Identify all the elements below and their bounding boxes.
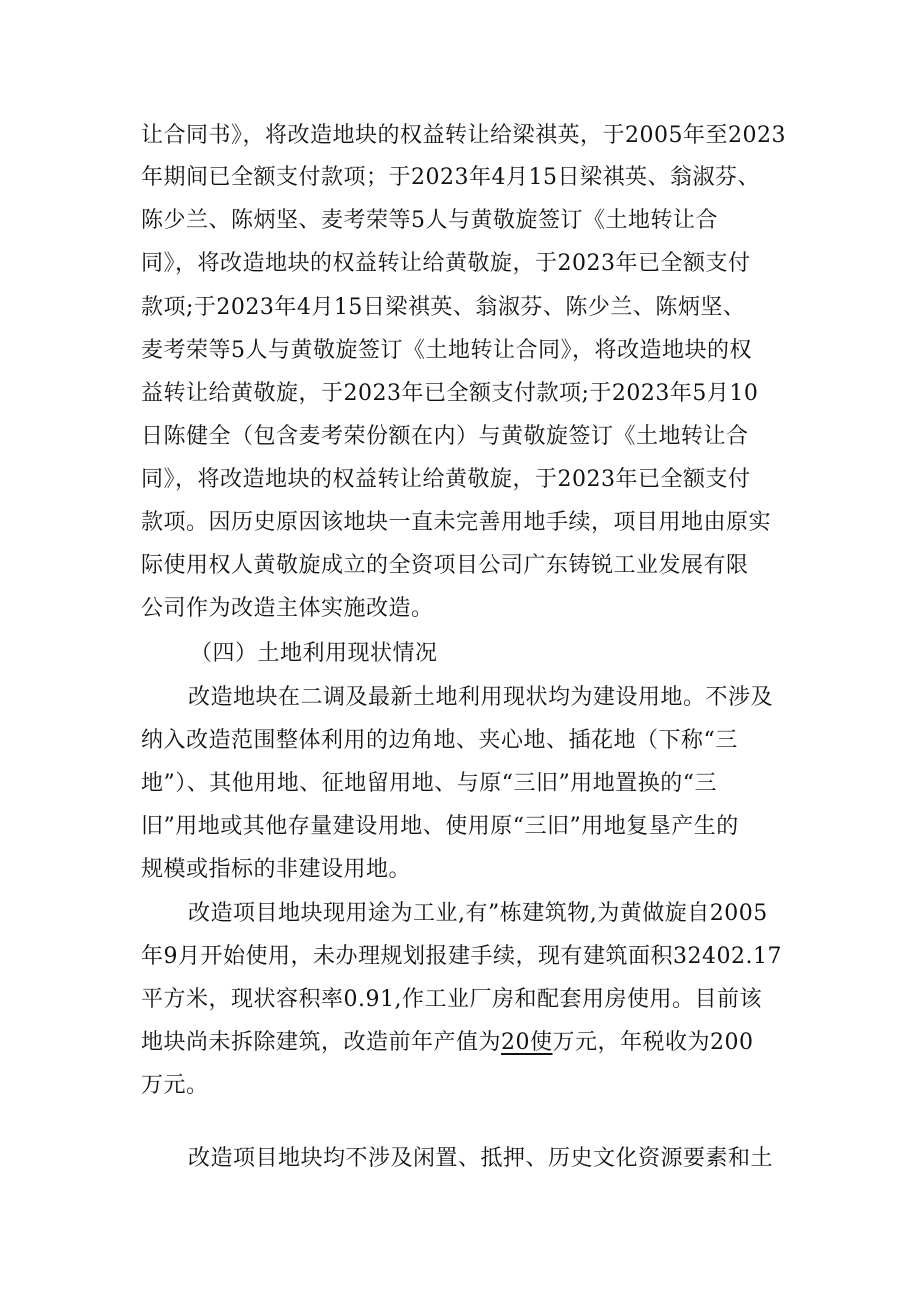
paragraph-line: 旧”用地或其他存量建设用地、使用原“三旧”用地复垦产生的 (141, 814, 739, 839)
line-segment: 地块尚未拆除建筑，改造前年产值为 (141, 1030, 502, 1055)
paragraph-line: 规模或指标的非建设用地。 (141, 857, 412, 882)
line-segment: 万元，年税收为200 (552, 1030, 754, 1055)
paragraph-line: 款项。因历史原因该地块一直未完善用地手续，项目用地由原实 (141, 510, 772, 535)
paragraph-line: 年期间已全额支付款项；于2023年4月15日梁祺英、翁淑芬、 (141, 165, 760, 190)
paragraph-line: 改造项目地块现用途为工业,有”栋建筑物,为黄做旋自2005 (188, 901, 768, 926)
paragraph-line: 平方米，现状容积率0.91,作工业厂房和配套用房使用。目前该 (141, 987, 762, 1012)
paragraph-line: 地”）、其他用地、征地留用地、与原“三旧”用地置换的“三 (141, 771, 717, 796)
paragraph-line (141, 1025, 791, 1061)
section-heading: （四）土地利用现状情况 (190, 641, 438, 666)
paragraph-line: 麦考荣等5人与黄敬旋签订《土地转让合同》，将改造地块的权 (141, 338, 752, 363)
paragraph-line: 万元。 (141, 1073, 209, 1098)
paragraph-line: 纳入改造范围整体利用的边角地、夹心地、插花地（下称“三 (141, 728, 738, 753)
paragraph-line: 让合同书》，将改造地块的权益转让给梁祺英，于2005年至2023 (141, 123, 786, 148)
paragraph-line: 改造项目地块均不涉及闲置、抵押、历史文化资源要素和土 (188, 1146, 774, 1171)
paragraph-line: 际使用权人黄敬旋成立的全资项目公司广东铸锐工业发展有限 (141, 553, 749, 578)
paragraph-line: 公司作为改造主体实施改造。 (141, 596, 434, 621)
underlined-value: 20使 (501, 1030, 553, 1055)
paragraph-line: 款项;于2023年4月15日梁祺英、翁淑芬、陈少兰、陈炳坚、 (141, 295, 746, 320)
paragraph-line: 日陈健全（包含麦考荣份额在内）与黄敬旋签订《土地转让合 (141, 424, 749, 449)
paragraph-line: 年9月开始使用，未办理规划报建手续，现有建筑面积32402.17 (141, 944, 782, 969)
paragraph-line: 同》，将改造地块的权益转让给黄敬旋，于2023年已全额支付 (141, 251, 751, 276)
paragraph-line: 改造地块在二调及最新土地利用现状均为建设用地。不涉及 (188, 685, 774, 710)
paragraph-line: 陈少兰、陈炳坚、麦考荣等5人与黄敬旋签订《土地转让合 (141, 208, 718, 233)
paragraph-line: 同》，将改造地块的权益转让给黄敬旋，于2023年已全额支付 (141, 467, 751, 492)
paragraph-line: 益转让给黄敬旋，于2023年已全额支付款项;于2023年5月10 (141, 381, 759, 406)
